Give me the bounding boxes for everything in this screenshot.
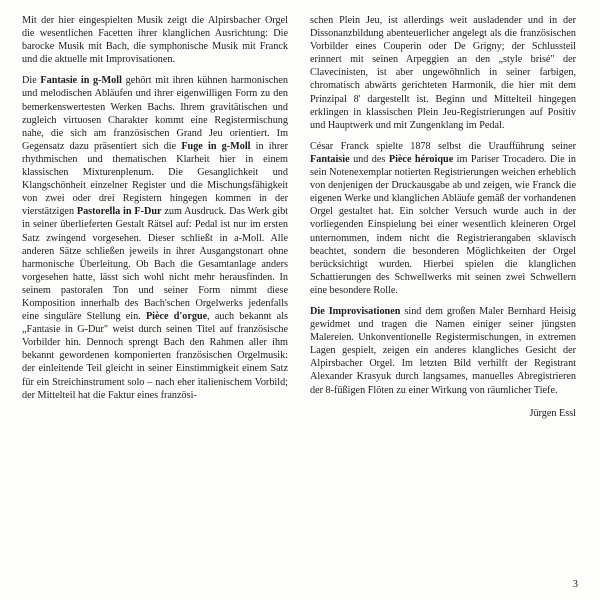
- work-title-piece-heroique: Pièce héroique: [388, 153, 454, 165]
- page-number: 3: [572, 579, 578, 590]
- right-column: [310, 14, 576, 559]
- left-column: [22, 14, 288, 559]
- text-run: in ihrer rhythmischen und thematischen Klarheit hier in einem klassischen Mixturenplenum. Die Gesanglichkeit und Klangschönheit einzelner Register und die Mischungsfähigkeit von zwei oder drei Registern hingegen kommen in der vierstätzigen: [22, 140, 288, 218]
- text-run: César Franck spielte 1878 selbst die Uraufführung seiner: [310, 140, 576, 152]
- paragraph-bach-works: [22, 74, 288, 401]
- work-title-fantaisie: Fantaisie: [310, 153, 350, 165]
- paragraph-intro: Mit der hier eingespielten Musik zeigt die Alpirsbacher Orgel die wesentlichen Facetten ihrer klanglichen Ausrichtung: Die barocke Musik mit Bach, die symphonische Musik mit Franck und die aktuelle mit Improvisationen.: [22, 15, 288, 66]
- text-run: , auch bekannt als „Fantasie in G-Dur" weist durch seinen Titel auf französische Vorbilder hin. Dennoch sprengt Bach den Rahmen aller ihm bekannt gewordenen komponierten französischen Orgelmusik: der einleitende Teil gleicht in seiner Einstimmigkeit einem Satz für ein Streichinstrument solo – nach eher italienischem Vorbild; der Mittelteil hat die Faktur eines französi-: [22, 311, 288, 401]
- text-run: im Pariser Trocadero. Die in sein Notenexemplar notierten Registrierungen weichen erheblich von denjenigen der Druckausgabe ab und zeigen, wie Franck die eigenen Werke und klanglichen Abläufe gemäß der vorhandenen Orgel gestaltet hat. Ein solcher Versuch wurde auch in der vorliegenden Einspielung bei einer wesentlich kleineren Orgel unternommen, indem nicht die Registrierangaben sklavisch beachtet, sondern die besonderen Möglichkeiten der Orgel berücksichtigt wurden. Hierbei spielen die klanglichen Schattierungen des Schwellwerks mit seinen zwei Schwellern eine besondere Rolle.: [310, 153, 576, 296]
- work-title-fuge-g-moll: Fuge in g-Moll: [181, 140, 251, 152]
- work-title-piece-dorgue: Pièce d'orgue: [145, 311, 208, 323]
- work-title-pastorella-f-dur: Pastorella in F-Dur: [76, 206, 162, 218]
- text-run: zum Ausdruck. Das Werk gibt in seiner überlieferten Gestalt Rätsel auf: Pedal ist nur im ersten Satz zwingend vorgesehen. Dieser schließt in a-Moll. Alle anderen Sätze schließen jeweils in ihrer Ausgangstonart ohne harmonische Überleitung. Ob Bach die Gesamtanlage anders vorgesehen hatte, lässt sich wohl nicht mehr herausfinden. In seinem pastoralen Ton und seiner Form nimmt diese Komposition innerhalb des Bach'schen Orgelwerks jedenfalls eine singuläre Stellung ein.: [22, 206, 288, 323]
- paragraph-plein-jeu-continuation: schen Plein Jeu, ist allerdings weit ausladender und in der Dissonanzbildung abenteuerlicher angelegt als die französischen Vorbilder eines Couperin oder De Grigny; der Schlussteil erinnert mit seinen Arpeggien an den „style brisé" der Clavecinisten, ist aber ungewöhnlich in seiner farbigen, chromatisch abwärts gerichteten Harmonik, die hier mit dem Prinzipal 8' dargestellt ist. Beginn und Mittelteil hingegen erklingen in klassischen Plein Jeu-Registrierungen auf Positiv und Hauptwerk und mit Zungenklang im Pedal.: [310, 15, 576, 131]
- paragraph-franck: [310, 140, 576, 297]
- text-run: sind dem großen Maler Bernhard Heisig gewidmet und tragen die Namen einiger seiner jüngsten Malereien. Unkonventionelle Registermischungen, in extremen Lagen gespielt, zeigen ein anderes klangliches Gesicht der Alpirsbacher Orgel. Im letzten Bild verhilft der Registrant Alexander Krasyuk durch langsames, manuelles Abregistrieren der 8-füßigen Flöten zu einer Wirkung von räumlicher Tiefe.: [310, 305, 576, 396]
- section-lead-improvisationen: Die Improvisationen: [310, 305, 401, 317]
- author-signature: Jürgen Essl: [529, 407, 576, 419]
- paragraph-improvisationen: [310, 305, 576, 397]
- text-run: und des: [349, 153, 389, 165]
- text-run: Die: [22, 75, 41, 87]
- two-column-body: [22, 14, 578, 559]
- work-title-fantasie-g-moll: Fantasie in g-Moll: [40, 75, 122, 87]
- text-run: gehört mit ihren kühnen harmonischen und melodischen Abläufen und ihrer eigenwilligen Form zu den bemerkenswertesten Werken Bachs. Ihrem gravitätischen und zugleich virtuosen Charakter kommt eine Registermischung nahe, die sich am französischen Grand Jeu orientiert. Im Gegensatz dazu präsentiert sich die: [22, 75, 289, 152]
